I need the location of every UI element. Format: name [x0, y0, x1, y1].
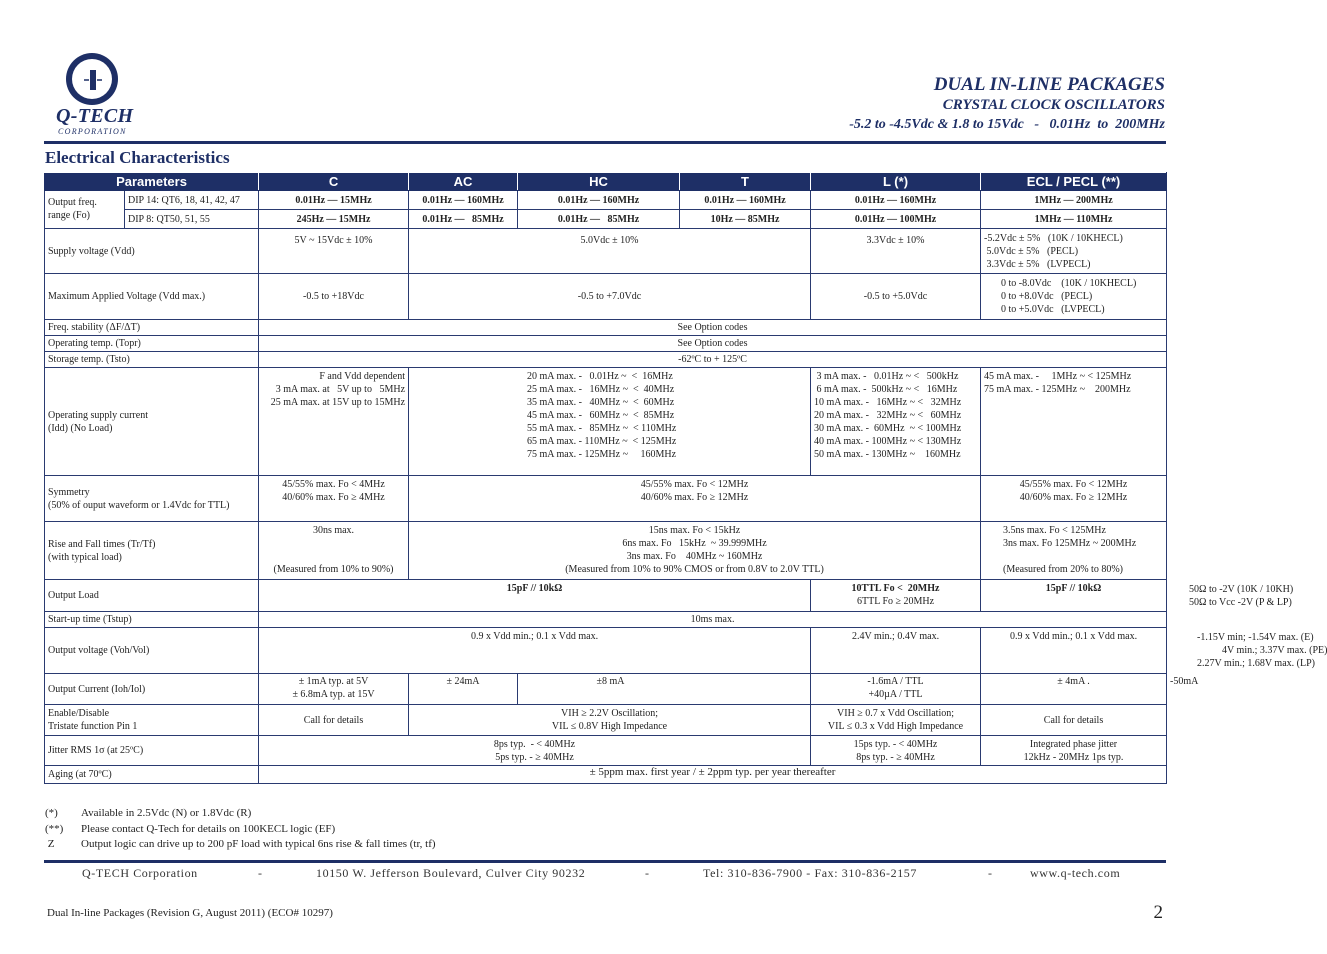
table-cell: 0.01Hz — 160MHz — [518, 191, 680, 210]
company-logo — [56, 53, 136, 137]
footer-sep: - — [988, 866, 993, 880]
table-cell: 45/55% max. Fo < 4MHz 40/60% max. Fo ≥ 4MHz — [259, 476, 409, 522]
footer-company: Q-TECH Corporation — [82, 866, 198, 880]
row-label-idd: Operating supply current (Idd) (No Load) — [45, 368, 259, 476]
table-cell: 0.01Hz — 85MHz — [409, 210, 518, 229]
table-cell: 8ps typ. - < 40MHz 5ps typ. - ≥ 40MHz — [259, 736, 811, 766]
table-row: Output Current (Ioh/Iol) ± 1mA typ. at 5V ± 6.8mA typ. at 15V ± 24mA ±8 mA -1.6mA / TTL +40µA / TTL ± 4mA . -50mA — [45, 674, 1167, 705]
dip8-label: DIP 8: QT50, 51, 55 — [125, 210, 259, 229]
footer-address: 10150 W. Jefferson Boulevard, Culver City 90232 — [316, 866, 586, 880]
electrical-characteristics-table — [44, 172, 1327, 784]
table-cell: See Option codes — [259, 336, 1167, 352]
table-cell: 0.01Hz — 100MHz — [811, 210, 981, 229]
table-cell: VIH ≥ 0.7 x Vdd Oscillation; VIL ≤ 0.3 x Vdd High Impedance — [811, 705, 981, 736]
table-cell: 20 mA max. - 0.01Hz ~ < 16MHz 25 mA max. - 16MHz ~ < 40MHz 35 mA max. - 40MHz ~ < 60MHz 45 mA max. - 60MHz ~ < 85MHz 55 mA max. - 85MHz ~ < 110MHz 65 mA max. - 110MHz ~ < 125MHz 75 mA max. - 125MHz ~ 160MHz — [409, 368, 811, 476]
footnote-key: Z — [45, 838, 55, 850]
page-number: 2 — [1153, 902, 1163, 923]
footnotes — [45, 806, 436, 853]
col-header-t: T — [680, 173, 811, 191]
table-cell: 2.4V min.; 0.4V max. — [811, 628, 981, 674]
footnote-text: Available in 2.5Vdc (N) or 1.8Vdc (R) — [81, 807, 252, 819]
table-cell: 0.01Hz — 85MHz — [518, 210, 680, 229]
col-header-ac: AC — [409, 173, 518, 191]
footnote-text: Please contact Q-Tech for details on 100KECL logic (EF) — [81, 822, 336, 835]
table-cell: 1MHz — 110MHz — [981, 210, 1167, 229]
table-cell: 10Hz — 85MHz — [680, 210, 811, 229]
doc-range: -5.2 to -4.5Vdc & 1.8 to 15Vdc - 0.01Hz to 200MHz — [849, 117, 1165, 132]
table-cell: 0.9 x Vdd min.; 0.1 x Vdd max. — [259, 628, 811, 674]
table-row — [45, 352, 1167, 368]
footnote-text: Output logic can drive up to 200 pF load with typical 6ns rise & fall times (tr, tf) — [81, 838, 436, 850]
table-cell: 0.01Hz — 160MHz — [680, 191, 811, 210]
table-cell: 3 mA max. - 0.01Hz ~ < 500kHz 6 mA max. - 500kHz ~ < 16MHz 10 mA max. - 16MHz ~ < 32MHz 20 mA max. - 32MHz ~ < 60MHz 30 mA max. - 60MHz ~ < 100MHz 40 mA max. - 100MHz ~ < 130MHz 50 mA max. - 130MHz ~ 160MHz — [811, 368, 981, 476]
row-label-supply: Supply voltage (Vdd) — [45, 229, 259, 274]
table-cell: 45/55% max. Fo < 12MHz 40/60% max. Fo ≥ 12MHz — [981, 476, 1167, 522]
doc-subtitle: CRYSTAL CLOCK OSCILLATORS — [942, 97, 1165, 113]
rise-ecl-bottom: (Measured from 20% to 80%) — [1003, 564, 1123, 575]
table-cell: VIH ≥ 2.2V Oscillation; VIL ≤ 0.8V High Impedance — [409, 705, 811, 736]
table-cell: Call for details — [981, 705, 1167, 736]
table-cell — [811, 580, 981, 612]
footer-website: www.q-tech.com — [1030, 866, 1121, 880]
crystal-icon — [84, 67, 102, 93]
table-row — [45, 336, 1167, 352]
section-title: Electrical Characteristics — [45, 148, 230, 167]
row-label-aging: Aging (at 70ºC) — [45, 766, 259, 784]
document-revision: Dual In-line Packages (Revision G, August 2011) (ECO# 10297) — [47, 907, 333, 919]
table-row — [45, 522, 1167, 580]
col-header-c: C — [259, 173, 409, 191]
footer-rule — [44, 860, 1166, 863]
col-header-l: L (*) — [811, 173, 981, 191]
row-label-freq: Output freq. range (Fo) — [45, 191, 125, 229]
table-cell: -0.5 to +7.0Vdc — [409, 274, 811, 320]
table-row — [45, 368, 1167, 476]
logo-mark — [66, 53, 118, 105]
table-cell: 45/55% max. Fo < 12MHz 40/60% max. Fo ≥ 12MHz — [409, 476, 981, 522]
footnote — [45, 806, 436, 822]
row-label-maxv: Maximum Applied Voltage (Vdd max.) — [45, 274, 259, 320]
table-cell: 1MHz — 200MHz — [981, 191, 1167, 210]
table-cell: 245Hz — 15MHz — [259, 210, 409, 229]
col-header-parameters: Parameters — [45, 173, 259, 191]
table-cell: 0 to -8.0Vdc (10K / 10KHECL) 0 to +8.0Vdc (PECL) 0 to +5.0Vdc (LVPECL) — [981, 274, 1167, 320]
table-cell: See Option codes — [259, 320, 1167, 336]
header-rule — [44, 141, 1166, 144]
table-cell: 15ns max. Fo < 15kHz 6ns max. Fo 15kHz ~ 39.999MHz 3ns max. Fo 40MHz ~ 160MHz (Measured from 10% to 90% CMOS or from 0.8V to 2.0V TTL) — [409, 522, 981, 580]
logo-name: Q-TECH — [56, 105, 134, 127]
table-cell: Call for details — [259, 705, 409, 736]
table-cell: -5.2Vdc ± 5% (10K / 10KHECL) 5.0Vdc ± 5% (PECL) 3.3Vdc ± 5% (LVPECL) — [981, 229, 1167, 274]
footer-sep: - — [645, 866, 650, 880]
table-row: Output voltage (Voh/Vol) 0.9 x Vdd min.; 0.1 x Vdd max. 2.4V min.; 0.4V max. 0.9 x Vdd min.; 0.1 x Vdd max. -1.15V min; -1.54V max. (E) 4V min.; 3.37V max. (PE) 2.27V min.; 1.68V max. (LP) — [45, 628, 1167, 674]
footer-sep: - — [258, 866, 263, 880]
table-row — [45, 320, 1167, 336]
table-row — [45, 229, 1167, 274]
table-row — [45, 476, 1167, 522]
table-row: Output Load 15pF // 10kΩ 10TTL Fo < 20MHz 6TTL Fo ≥ 20MHz 15pF // 10kΩ 50Ω to -2V (10K / 10KH) 50Ω to Vcc -2V (P & LP) — [45, 580, 1167, 612]
table-cell: 15ps typ. - < 40MHz 8ps typ. - ≥ 40MHz — [811, 736, 981, 766]
row-label-load: Output Load — [45, 580, 259, 612]
footnote — [45, 822, 436, 838]
table-cell: ± 4mA . — [981, 674, 1167, 705]
table-cell — [259, 522, 409, 580]
footnote — [45, 837, 436, 853]
table-cell: 0.01Hz — 160MHz — [409, 191, 518, 210]
table-cell: F and Vdd dependent 3 mA max. at 5V up to 5MHz 25 mA max. at 15V up to 15MHz — [259, 368, 409, 476]
table-row — [45, 274, 1167, 320]
row-label-rise: Rise and Fall times (Tr/Tf) (with typical load) — [45, 522, 259, 580]
table-cell: -0.5 to +18Vdc — [259, 274, 409, 320]
table-cell: ± 1mA typ. at 5V ± 6.8mA typ. at 15V — [259, 674, 409, 705]
table-row — [45, 705, 1167, 736]
row-label-voh: Output voltage (Voh/Vol) — [45, 628, 259, 674]
row-label-startup: Start-up time (Tstup) — [45, 612, 259, 628]
col-header-ecl: ECL / PECL (**) — [981, 173, 1167, 191]
rise-c-top: 30ns max. — [312, 525, 355, 536]
table-row — [45, 210, 1167, 229]
table-row — [45, 766, 1167, 784]
table-cell: ± 24mA — [409, 674, 518, 705]
col-header-hc: HC — [518, 173, 680, 191]
table-cell: 15pF // 10kΩ — [259, 580, 811, 612]
rise-c-bottom: (Measured from 10% to 90%) — [273, 564, 394, 575]
row-label-ioh: Output Current (Ioh/Iol) — [45, 674, 259, 705]
table-cell: 5.0Vdc ± 10% — [409, 229, 811, 274]
footer-phone: Tel: 310-836-7900 - Fax: 310-836-2157 — [703, 866, 918, 880]
logo-sub: CORPORATION — [58, 127, 127, 136]
row-label-stability: Freq. stability (ΔF/ΔT) — [45, 320, 259, 336]
table-cell: 45 mA max. - 1MHz ~ < 125MHz 75 mA max. - 125MHz ~ 200MHz — [981, 368, 1167, 476]
row-label-jitter: Jitter RMS 1σ (at 25ºC) — [45, 736, 259, 766]
table-cell: 5V ~ 15Vdc ± 10% — [259, 229, 409, 274]
table-row — [45, 191, 1167, 210]
load-t-bold: 10TTL Fo < 20MHz — [851, 583, 940, 594]
table-cell: Integrated phase jitter 12kHz - 20MHz 1ps typ. — [981, 736, 1167, 766]
doc-title: DUAL IN-LINE PACKAGES — [933, 74, 1165, 95]
footnote-key: (**) — [45, 822, 64, 835]
table-cell: -62ºC to + 125ºC — [259, 352, 1167, 368]
table-cell: 3.3Vdc ± 10% — [811, 229, 981, 274]
row-label-enable: Enable/Disable Tristate function Pin 1 — [45, 705, 259, 736]
rise-ecl-top: 3.5ns max. Fo < 125MHz 3ns max. Fo 125MHz ~ 200MHz — [1003, 525, 1137, 549]
table-cell: 0.9 x Vdd min.; 0.1 x Vdd max. — [981, 628, 1167, 674]
row-label-symmetry: Symmetry (50% of ouput waveform or 1.4Vdc for TTL) — [45, 476, 259, 522]
table-cell: 15pF // 10kΩ — [981, 580, 1167, 612]
table-row — [45, 736, 1167, 766]
footnote-key: (*) — [45, 807, 58, 819]
table-cell: ± 5ppm max. first year / ± 2ppm typ. per year thereafter — [259, 766, 1167, 784]
table-cell: 0.01Hz — 15MHz — [259, 191, 409, 210]
table-cell: -0.5 to +5.0Vdc — [811, 274, 981, 320]
table-header-row — [45, 173, 1167, 191]
table-cell — [981, 522, 1167, 580]
table-cell: -1.6mA / TTL +40µA / TTL — [811, 674, 981, 705]
dip14-label: DIP 14: QT6, 18, 41, 42, 47 — [125, 191, 259, 210]
table-row — [45, 612, 1167, 628]
row-label-optemp: Operating temp. (Topr) — [45, 336, 259, 352]
row-label-sttemp: Storage temp. (Tsto) — [45, 352, 259, 368]
table-cell: 0.01Hz — 160MHz — [811, 191, 981, 210]
table-cell: ±8 mA — [518, 674, 811, 705]
table-cell: 10ms max. — [259, 612, 1167, 628]
load-t-normal: 6TTL Fo ≥ 20MHz — [856, 596, 935, 607]
